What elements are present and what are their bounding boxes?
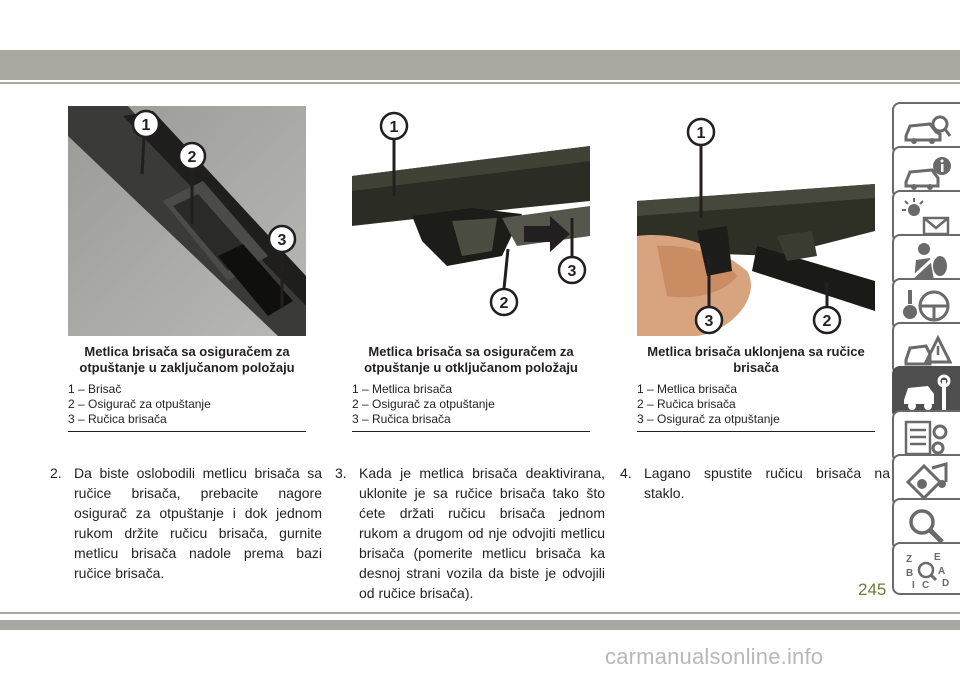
car-warning-triangle-icon	[902, 330, 952, 370]
figure-2	[352, 106, 590, 432]
legend-item: 2 – Osigurač za otpuštanje	[68, 397, 211, 411]
svg-text:B: B	[906, 568, 914, 579]
instruction-step-2	[50, 463, 322, 583]
figure-1	[68, 106, 306, 432]
svg-text:3: 3	[704, 313, 714, 330]
bottom-footer-line	[0, 612, 960, 614]
figure-3-photo	[637, 106, 875, 336]
figure-1-photo	[68, 106, 306, 336]
figure-3-legend	[637, 382, 875, 427]
music-navigation-icon	[902, 462, 952, 502]
figure-3	[637, 106, 875, 432]
car-wrench-icon	[902, 374, 952, 414]
legend-item: 3 – Ručica brisača	[352, 412, 451, 426]
figure-2-divider	[352, 431, 590, 432]
legend-item: 3 – Ručica brisača	[68, 412, 167, 426]
svg-text:E: E	[934, 552, 941, 563]
figure-2-caption: Metlica brisača sa osiguračem za otpuštanje u otključanom položaju	[364, 344, 578, 375]
svg-text:I: I	[912, 580, 915, 590]
car-info-icon	[902, 154, 952, 194]
svg-text:1: 1	[141, 117, 151, 134]
legend-item: 1 – Brisač	[68, 382, 122, 396]
figure-2-photo	[352, 106, 590, 336]
instruction-step-4	[620, 463, 890, 503]
svg-text:Z: Z	[906, 554, 913, 565]
warning-lights-message-icon	[902, 198, 952, 238]
airbag-person-icon	[902, 242, 952, 282]
list-gears-icon	[902, 418, 952, 458]
svg-text:D: D	[942, 578, 950, 589]
svg-text:2: 2	[187, 149, 197, 166]
step-text: Lagano spustite ručicu brisača na staklo.	[644, 465, 890, 501]
tab-index[interactable]	[892, 542, 960, 595]
car-magnifier-icon	[902, 110, 952, 150]
alphabet-index-icon	[902, 550, 952, 590]
key-steering-wheel-icon	[902, 286, 952, 326]
watermark: carmanualsonline.info	[605, 644, 824, 669]
figure-3-caption: Metlica brisača uklonjena sa ručice brisača	[647, 344, 865, 375]
magnifier-icon	[902, 506, 952, 546]
svg-text:2: 2	[499, 295, 509, 312]
figure-1-caption: Metlica brisača sa osiguračem za otpuštanje u zaključanom položaju	[79, 344, 295, 375]
bottom-footer-band	[0, 620, 960, 630]
legend-item: 2 – Osigurač za otpuštanje	[352, 397, 495, 411]
svg-text:A: A	[938, 566, 946, 577]
step-number: 4.	[620, 465, 632, 481]
svg-text:2: 2	[822, 313, 832, 330]
step-number: 2.	[50, 465, 62, 481]
legend-item: 3 – Osigurač za otpuštanje	[637, 412, 780, 426]
instruction-step-3	[335, 463, 605, 603]
svg-text:1: 1	[696, 125, 706, 142]
legend-item: 2 – Ručica brisača	[637, 397, 736, 411]
page-number: 245	[858, 580, 887, 599]
figure-1-divider	[68, 431, 306, 432]
figure-2-legend	[352, 382, 590, 427]
svg-text:1: 1	[389, 119, 399, 136]
svg-text:3: 3	[277, 232, 287, 249]
top-header-line	[0, 82, 960, 84]
legend-item: 1 – Metlica brisača	[637, 382, 738, 396]
svg-text:3: 3	[567, 263, 577, 280]
step-text: Kada je metlica brisača deaktivirana, uklonite je sa ručice brisača tako što ćete držati ručicu brisača jednom rukom a drugom od nje odvojiti metlicu brisača (pomerite metlicu brisača ka desnoj strani vozila da biste je odvojili od ručice brisača).	[359, 465, 605, 601]
top-header-band	[0, 50, 960, 80]
svg-text:C: C	[922, 580, 930, 590]
step-number: 3.	[335, 465, 347, 481]
legend-item: 1 – Metlica brisača	[352, 382, 453, 396]
step-text: Da biste oslobodili metlicu brisača sa ručice brisača, prebacite nagore osigurač za otpuštanje i dok jednom rukom držite ručicu brisača, gurnite metlicu brisača nadole prema bazi ručice brisača.	[74, 465, 322, 581]
figure-1-legend	[68, 382, 306, 427]
figure-3-divider	[637, 431, 875, 432]
